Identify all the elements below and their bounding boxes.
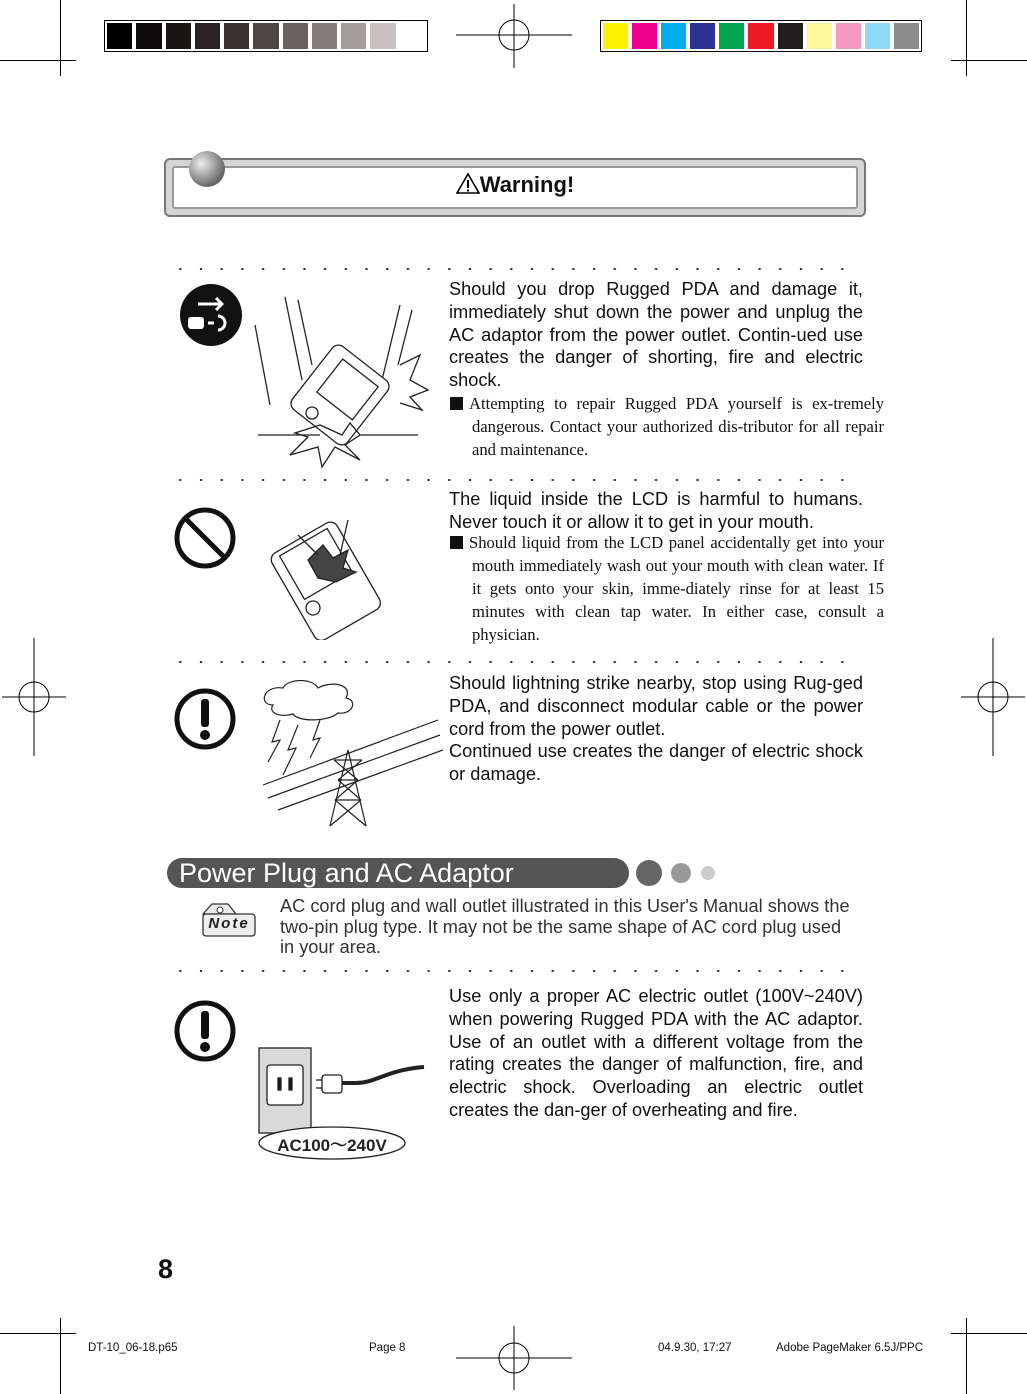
outlet-instruction-text: Use only a proper AC electric outlet (100V~240V) when powering Rugged PDA with the AC adaptor. Use of an outlet with a different voltage from the rating creates the danger of malfunction, fire, and electric shock. Overloading an electric outlet creates the dan-ger of overheating and fire. [449,986,863,1120]
color-swatch [195,23,220,49]
color-swatch [224,23,249,49]
color-swatch [253,23,278,49]
color-swatch [603,23,628,49]
registration-target-bottom [456,1326,572,1390]
note-text: AC cord plug and wall outlet illustrated in this User's Manual shows the two-pin plug type. It may not be the same shape of AC cord plug used in your area. [280,896,850,957]
dotted-divider [170,661,860,663]
color-swatch [690,23,715,49]
color-swatch [836,23,861,49]
dropped-pda-illustration [250,285,430,475]
mandatory-action-icon [172,686,238,752]
footer-filename: DT-10_06-18.p65 [88,1342,178,1354]
color-swatch [778,23,803,49]
warning-title: Warning! [479,172,575,197]
bullet-square-icon [450,397,463,410]
color-swatch [312,23,337,49]
item-3-second-paragraph: Continued use creates the danger of electric shock or damage. [449,741,863,785]
item-3-main-text: Should lightning strike nearby, stop using Rug-ged PDA, and disconnect modular cable or the power cord from the power outlet. Continued use creates the danger of electric shock or damage. [449,673,863,785]
outlet-voltage-label: AC100～240V [277,1136,387,1155]
color-swatch [400,23,425,49]
section-title: Power Plug and AC Adaptor [167,858,629,888]
color-swatch [865,23,890,49]
unplug-icon [178,282,244,348]
item-1-main-text: Should you drop Rugged PDA and damage it, immediately shut down the power and unplug the AC adaptor from the power outlet. Contin-ued use creates the danger of shorting, fire and electric shock. [449,279,863,391]
footer-page: Page 8 [369,1342,406,1354]
registration-target-right [961,638,1025,756]
section-dots-decoration [634,859,724,889]
color-swatch [719,23,744,49]
prohibition-icon [172,505,238,571]
footer-app: Adobe PageMaker 6.5J/PPC [776,1342,924,1354]
color-bar [600,20,922,52]
color-swatch [166,23,191,49]
color-swatch [341,23,366,49]
item-2-note: Should liquid from the LCD panel accidentally get into your mouth immediately wash out your mouth with clean water. If it gets onto your skin, imme-diately rinse for at least 15 minutes with clean tap water. In either case, consult a physician. [450,531,884,646]
color-swatch [661,23,686,49]
color-swatch [283,23,308,49]
bullet-square-icon [450,536,463,549]
color-swatch [370,23,395,49]
item-2-main-text: The liquid inside the LCD is harmful to humans. Never touch it or allow it to get in your mouth. [449,489,863,532]
color-swatch [807,23,832,49]
registration-target-left [2,638,66,756]
page-number: 8 [158,1254,174,1284]
dotted-divider [170,268,860,270]
note-tag [200,900,256,940]
color-swatch [107,23,132,49]
dotted-divider [170,479,860,481]
grayscale-bar [104,20,428,52]
footer-date: 04.9.30, 17:27 [658,1342,732,1354]
color-swatch [136,23,161,49]
registration-target-top [456,4,572,68]
broken-lcd-pda-illustration [268,510,393,640]
warning-header [164,158,866,217]
color-swatch [748,23,773,49]
lightning-tower-illustration [258,680,443,828]
warning-triangle-icon [456,172,480,194]
color-swatch [632,23,657,49]
note-label: Note [208,915,250,932]
dotted-divider [170,970,860,972]
color-swatch [894,23,919,49]
item-1-note: Attempting to repair Rugged PDA yourself is ex-tremely dangerous. Contact your authorized dis-tributor for all repair and maintenance. [450,392,884,461]
mandatory-action-icon-2 [172,998,238,1064]
